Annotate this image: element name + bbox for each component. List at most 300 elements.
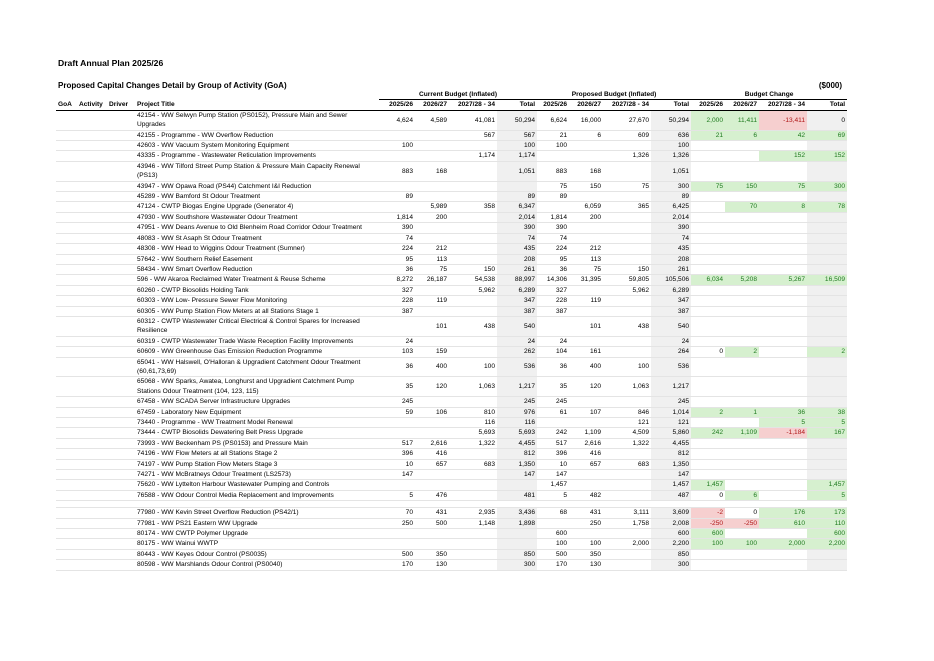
- proposed-total-cell: 540: [651, 316, 691, 336]
- current-y2-cell: 75: [415, 264, 449, 274]
- activity-cell: [77, 212, 107, 222]
- change-total-cell: [807, 141, 847, 151]
- proposed-y2-cell: 150: [569, 181, 603, 191]
- project-title-cell: 47930 - WW Southshore Wastewater Odour Treatment: [135, 212, 379, 222]
- proposed-y3-cell: [603, 560, 651, 570]
- current-y3-cell: 1,063: [449, 377, 497, 397]
- proposed-y3-cell: 27,670: [603, 110, 651, 130]
- change-total-cell: [807, 438, 847, 448]
- current-y1-cell: 24: [379, 336, 415, 346]
- current-total-cell: 261: [497, 264, 537, 274]
- proposed-y1-cell: 14,306: [537, 275, 569, 285]
- current-y3-cell: 150: [449, 264, 497, 274]
- current-y1-cell: 500: [379, 549, 415, 559]
- document-title: Draft Annual Plan 2025/26: [58, 58, 164, 68]
- project-title-cell: 80175 - WW Wainui WWTP: [135, 539, 379, 549]
- current-y2-cell: [415, 428, 449, 438]
- current-y3-cell: [449, 449, 497, 459]
- proposed-y2-cell: [569, 418, 603, 428]
- proposed-y2-cell: 107: [569, 407, 603, 417]
- change-y1-cell: [691, 254, 725, 264]
- proposed-total-cell: 636: [651, 130, 691, 140]
- proposed-y1-cell: 600: [537, 529, 569, 539]
- proposed-y2-cell: 161: [569, 347, 603, 357]
- proposed-budget-header: Proposed Budget (Inflated): [537, 90, 691, 100]
- current-y3-cell: [449, 161, 497, 181]
- proposed-y1-cell: 24: [537, 336, 569, 346]
- proposed-y3-cell: 2,000: [603, 539, 651, 549]
- proposed-total-cell: 1,326: [651, 151, 691, 161]
- proposed-total-cell: 1,051: [651, 161, 691, 181]
- change-y3-cell: 8: [759, 202, 807, 212]
- change-total-cell: [807, 233, 847, 243]
- change-y2-cell: [725, 141, 759, 151]
- driver-cell: [107, 316, 135, 336]
- current-y1-cell: 883: [379, 161, 415, 181]
- current-y2-cell: [415, 501, 449, 508]
- proposed-y1-cell: [537, 316, 569, 336]
- current-y3-cell: [449, 212, 497, 222]
- current-y3-cell: 1,174: [449, 151, 497, 161]
- current-y3-cell: 683: [449, 459, 497, 469]
- change-y2-cell: [725, 336, 759, 346]
- current-y3-cell: 5,962: [449, 285, 497, 295]
- goa-cell: [56, 130, 77, 140]
- change-y2-cell: 0: [725, 508, 759, 518]
- proposed-total-cell: 74: [651, 233, 691, 243]
- current-y1-cell: [379, 539, 415, 549]
- current-y3-cell: [449, 529, 497, 539]
- goa-cell: [56, 233, 77, 243]
- proposed-y2-cell: 250: [569, 518, 603, 528]
- table-body: [56, 110, 847, 570]
- current-total-cell: 387: [497, 306, 537, 316]
- change-y2-cell: 100: [725, 539, 759, 549]
- proposed-y3-cell: 150: [603, 264, 651, 274]
- goa-cell: [56, 202, 77, 212]
- proposed-y2-cell: 416: [569, 449, 603, 459]
- proposed-total-cell: 1,014: [651, 407, 691, 417]
- goa-cell: [56, 357, 77, 377]
- current-y3-cell: 1,148: [449, 518, 497, 528]
- current-y2-cell: [415, 529, 449, 539]
- proposed-y3-cell: 683: [603, 459, 651, 469]
- driver-cell: [107, 275, 135, 285]
- proposed-y3-cell: 5,962: [603, 285, 651, 295]
- current-total-cell: [497, 480, 537, 490]
- driver-cell: [107, 397, 135, 407]
- current-y3-cell: [449, 254, 497, 264]
- proposed-y1-cell: 387: [537, 306, 569, 316]
- table-row: [56, 192, 847, 202]
- change-total-cell: [807, 306, 847, 316]
- current-y1-cell: 70: [379, 508, 415, 518]
- activity-cell: [77, 130, 107, 140]
- project-title-cell: 74271 - WW McBratneys Odour Treatment (LS2573): [135, 470, 379, 480]
- activity-cell: [77, 336, 107, 346]
- group-header-row: [56, 90, 847, 100]
- current-y1-cell: [379, 316, 415, 336]
- change-total-cell: [807, 470, 847, 480]
- project-title-cell: 80598 - WW Marshlands Odour Control (PS0040): [135, 560, 379, 570]
- driver-cell: [107, 518, 135, 528]
- change-y3-cell: [759, 336, 807, 346]
- driver-cell: [107, 501, 135, 508]
- goa-cell: [56, 459, 77, 469]
- change-total-cell: [807, 192, 847, 202]
- goa-cell: [56, 161, 77, 181]
- activity-cell: [77, 470, 107, 480]
- project-title-cell: 77980 - WW Kevin Street Overflow Reduction (PS42/1): [135, 508, 379, 518]
- project-title-cell: 48308 - WW Head to Wiggins Odour Treatment (Sumner): [135, 244, 379, 254]
- current-y2-cell: 101: [415, 316, 449, 336]
- change-y3-cell: [759, 490, 807, 500]
- proposed-y3-cell: [603, 223, 651, 233]
- goa-cell: [56, 470, 77, 480]
- driver-cell: [107, 470, 135, 480]
- proposed-y1-cell: 1,457: [537, 480, 569, 490]
- change-y3-cell: [759, 397, 807, 407]
- current-y1-cell: 5: [379, 490, 415, 500]
- current-y3-cell: 100: [449, 357, 497, 377]
- activity-cell: [77, 244, 107, 254]
- change-y1-cell: [691, 470, 725, 480]
- proposed-y3-cell: [603, 397, 651, 407]
- activity-cell: [77, 459, 107, 469]
- col-driver: Driver: [107, 100, 135, 110]
- goa-cell: [56, 296, 77, 306]
- activity-cell: [77, 490, 107, 500]
- activity-cell: [77, 518, 107, 528]
- current-y3-cell: [449, 192, 497, 202]
- current-y3-cell: 54,538: [449, 275, 497, 285]
- goa-cell: [56, 549, 77, 559]
- change-y3-cell: [759, 244, 807, 254]
- current-y2-cell: [415, 397, 449, 407]
- current-y3-cell: 116: [449, 418, 497, 428]
- current-total-cell: 1,217: [497, 377, 537, 397]
- proposed-y3-cell: [603, 161, 651, 181]
- current-y1-cell: 250: [379, 518, 415, 528]
- driver-cell: [107, 233, 135, 243]
- change-y1-cell: 75: [691, 181, 725, 191]
- change-total-cell: 2: [807, 347, 847, 357]
- change-total-cell: [807, 285, 847, 295]
- change-y1-cell: [691, 223, 725, 233]
- change-y3-cell: [759, 549, 807, 559]
- change-y3-cell: [759, 449, 807, 459]
- current-y1-cell: 95: [379, 254, 415, 264]
- current-total-cell: 88,997: [497, 275, 537, 285]
- current-y2-cell: 200: [415, 212, 449, 222]
- proposed-total-cell: 24: [651, 336, 691, 346]
- project-title-cell: 43947 - WW Opawa Road (PS44) Catchment I&I Reduction: [135, 181, 379, 191]
- goa-cell: [56, 110, 77, 130]
- driver-cell: [107, 490, 135, 500]
- current-y1-cell: 390: [379, 223, 415, 233]
- current-y1-cell: 170: [379, 560, 415, 570]
- change-total-cell: 167: [807, 428, 847, 438]
- change-total-cell: [807, 244, 847, 254]
- current-y3-cell: [449, 181, 497, 191]
- table-row: [56, 428, 847, 438]
- proposed-y1-cell: 5: [537, 490, 569, 500]
- current-y2-cell: 5,989: [415, 202, 449, 212]
- project-title-cell: 60305 - WW Pump Station Flow Meters at all Stations Stage 1: [135, 306, 379, 316]
- proposed-y2-cell: 2,616: [569, 438, 603, 448]
- change-y3-cell: [759, 316, 807, 336]
- change-total-cell: 110: [807, 518, 847, 528]
- activity-cell: [77, 407, 107, 417]
- change-y3-cell: [759, 347, 807, 357]
- change-y2-cell: 150: [725, 181, 759, 191]
- project-title-cell: 596 - WW Akaroa Reclaimed Water Treatment & Reuse Scheme: [135, 275, 379, 285]
- current-y2-cell: 350: [415, 549, 449, 559]
- project-title-cell: 43335 - Programme - Wastewater Reticulation Improvements: [135, 151, 379, 161]
- current-total-cell: 2,014: [497, 212, 537, 222]
- table-row: [56, 501, 847, 508]
- proposed-y2-cell: 120: [569, 377, 603, 397]
- proposed-y3-cell: 438: [603, 316, 651, 336]
- proposed-y2-cell: [569, 141, 603, 151]
- current-y3-cell: [449, 480, 497, 490]
- change-y2-cell: [725, 254, 759, 264]
- driver-cell: [107, 560, 135, 570]
- driver-cell: [107, 192, 135, 202]
- change-y3-cell: [759, 560, 807, 570]
- proposed-y1-cell: 6,624: [537, 110, 569, 130]
- current-y1-cell: 36: [379, 357, 415, 377]
- change-total-cell: [807, 377, 847, 397]
- activity-cell: [77, 480, 107, 490]
- current-y2-cell: [415, 192, 449, 202]
- change-y3-cell: [759, 141, 807, 151]
- current-y1-cell: [379, 501, 415, 508]
- proposed-y2-cell: [569, 306, 603, 316]
- change-y2-cell: -250: [725, 518, 759, 528]
- proposed-y2-cell: 168: [569, 161, 603, 181]
- proposed-y3-cell: [603, 336, 651, 346]
- activity-cell: [77, 508, 107, 518]
- proposed-y2-cell: [569, 470, 603, 480]
- change-total-cell: 69: [807, 130, 847, 140]
- project-title-cell: 42155 - Programme - WW Overflow Reduction: [135, 130, 379, 140]
- current-total-cell: 536: [497, 357, 537, 377]
- driver-cell: [107, 428, 135, 438]
- change-total-cell: 300: [807, 181, 847, 191]
- change-total-cell: 1,457: [807, 480, 847, 490]
- proposed-total-cell: 6,425: [651, 202, 691, 212]
- current-y3-cell: [449, 501, 497, 508]
- proposed-total-cell: 100: [651, 141, 691, 151]
- table-row: [56, 285, 847, 295]
- current-y1-cell: 35: [379, 377, 415, 397]
- activity-cell: [77, 539, 107, 549]
- driver-cell: [107, 181, 135, 191]
- driver-cell: [107, 161, 135, 181]
- proposed-y2-cell: [569, 336, 603, 346]
- change-y1-cell: 2,000: [691, 110, 725, 130]
- current-y1-cell: 10: [379, 459, 415, 469]
- project-title-cell: 60260 - CWTP Biosolids Holding Tank: [135, 285, 379, 295]
- proposed-y3-cell: 121: [603, 418, 651, 428]
- current-y2-cell: [415, 480, 449, 490]
- goa-cell: [56, 141, 77, 151]
- change-y2-cell: [725, 296, 759, 306]
- goa-cell: [56, 223, 77, 233]
- proposed-y1-cell: 21: [537, 130, 569, 140]
- proposed-y1-cell: 500: [537, 549, 569, 559]
- change-y1-cell: [691, 285, 725, 295]
- change-y2-cell: [725, 306, 759, 316]
- change-y2-cell: [725, 529, 759, 539]
- current-total-cell: 1,174: [497, 151, 537, 161]
- table-row: [56, 407, 847, 417]
- activity-cell: [77, 438, 107, 448]
- proposed-y1-cell: 100: [537, 141, 569, 151]
- current-y1-cell: 224: [379, 244, 415, 254]
- proposed-y2-cell: 482: [569, 490, 603, 500]
- proposed-y3-cell: 1,326: [603, 151, 651, 161]
- table-row: [56, 110, 847, 130]
- driver-cell: [107, 285, 135, 295]
- proposed-y2-cell: 100: [569, 539, 603, 549]
- project-title-cell: 60303 - WW Low- Pressure Sewer Flow Monitoring: [135, 296, 379, 306]
- change-y1-cell: [691, 377, 725, 397]
- project-title-cell: 75620 - WW Lyttelton Harbour Wastewater Pumping and Controls: [135, 480, 379, 490]
- project-title-cell: 45289 - WW Bamford St Odour Treatment: [135, 192, 379, 202]
- project-title-cell: 65068 - WW Sparks, Awatea, Longhurst and Upgradient Catchment Pump Stations Odour Treatment (104, 123, 115): [135, 377, 379, 397]
- current-total-cell: 50,294: [497, 110, 537, 130]
- current-y2-cell: [415, 181, 449, 191]
- current-total-cell: 347: [497, 296, 537, 306]
- change-total-cell: [807, 264, 847, 274]
- col-proposed-y1: 2025/26: [537, 100, 569, 110]
- proposed-y2-cell: 16,000: [569, 110, 603, 130]
- project-title-cell: 74197 - WW Pump Station Flow Meters Stage 3: [135, 459, 379, 469]
- change-y3-cell: [759, 480, 807, 490]
- change-y3-cell: 5,267: [759, 275, 807, 285]
- change-y1-cell: [691, 438, 725, 448]
- col-goa: GoA: [56, 100, 77, 110]
- change-y2-cell: 2: [725, 347, 759, 357]
- capital-changes-table: [56, 90, 847, 571]
- change-y1-cell: 600: [691, 529, 725, 539]
- change-y1-cell: [691, 192, 725, 202]
- current-total-cell: 567: [497, 130, 537, 140]
- proposed-y2-cell: 101: [569, 316, 603, 336]
- col-proposed-y3: 2027/28 - 34: [603, 100, 651, 110]
- proposed-y3-cell: [603, 480, 651, 490]
- current-y2-cell: [415, 418, 449, 428]
- current-total-cell: 6,347: [497, 202, 537, 212]
- table-row: [56, 560, 847, 570]
- change-y3-cell: -1,184: [759, 428, 807, 438]
- driver-cell: [107, 508, 135, 518]
- table-row: [56, 459, 847, 469]
- change-y2-cell: [725, 192, 759, 202]
- change-y1-cell: 0: [691, 490, 725, 500]
- proposed-y3-cell: 100: [603, 357, 651, 377]
- proposed-y1-cell: 170: [537, 560, 569, 570]
- current-total-cell: 89: [497, 192, 537, 202]
- current-y2-cell: [415, 285, 449, 295]
- proposed-y1-cell: 74: [537, 233, 569, 243]
- project-title-cell: 67458 - WW SCADA Server Infrastructure Upgrades: [135, 397, 379, 407]
- change-y2-cell: [725, 233, 759, 243]
- change-y3-cell: [759, 501, 807, 508]
- goa-cell: [56, 501, 77, 508]
- goa-cell: [56, 254, 77, 264]
- change-y3-cell: [759, 254, 807, 264]
- current-y3-cell: [449, 336, 497, 346]
- change-total-cell: [807, 560, 847, 570]
- change-y1-cell: 21: [691, 130, 725, 140]
- current-y2-cell: [415, 151, 449, 161]
- proposed-y3-cell: [603, 549, 651, 559]
- change-y3-cell: [759, 296, 807, 306]
- current-y2-cell: 130: [415, 560, 449, 570]
- change-y2-cell: [725, 264, 759, 274]
- proposed-y1-cell: 390: [537, 223, 569, 233]
- col-current-y3: 2027/28 - 34: [449, 100, 497, 110]
- current-y1-cell: 228: [379, 296, 415, 306]
- current-y3-cell: [449, 470, 497, 480]
- proposed-y2-cell: 113: [569, 254, 603, 264]
- project-title-cell: 57642 - WW Southern Relief Easement: [135, 254, 379, 264]
- driver-cell: [107, 223, 135, 233]
- proposed-total-cell: 147: [651, 470, 691, 480]
- proposed-y3-cell: [603, 501, 651, 508]
- goa-cell: [56, 151, 77, 161]
- current-total-cell: 24: [497, 336, 537, 346]
- proposed-y1-cell: 36: [537, 357, 569, 377]
- proposed-y1-cell: 61: [537, 407, 569, 417]
- proposed-y1-cell: 68: [537, 508, 569, 518]
- proposed-total-cell: 850: [651, 549, 691, 559]
- current-total-cell: 74: [497, 233, 537, 243]
- current-y3-cell: [449, 549, 497, 559]
- project-title-cell: 65041 - WW Halswell, O'Halloran & Upgradient Catchment Odour Treatment (60,61,73,69): [135, 357, 379, 377]
- project-title-cell: 74196 - WW Flow Meters at all Stations Stage 2: [135, 449, 379, 459]
- proposed-y2-cell: [569, 501, 603, 508]
- table-row: [56, 233, 847, 243]
- current-y1-cell: 74: [379, 233, 415, 243]
- proposed-y1-cell: 147: [537, 470, 569, 480]
- change-total-cell: 16,509: [807, 275, 847, 285]
- driver-cell: [107, 254, 135, 264]
- table-row: [56, 212, 847, 222]
- change-y2-cell: [725, 397, 759, 407]
- change-y2-cell: [725, 161, 759, 181]
- table-row: [56, 449, 847, 459]
- driver-cell: [107, 407, 135, 417]
- table-row: [56, 254, 847, 264]
- goa-cell: [56, 560, 77, 570]
- change-y3-cell: 75: [759, 181, 807, 191]
- change-total-cell: 38: [807, 407, 847, 417]
- proposed-y2-cell: [569, 223, 603, 233]
- proposed-y3-cell: [603, 254, 651, 264]
- current-y3-cell: 438: [449, 316, 497, 336]
- table-row: [56, 130, 847, 140]
- goa-cell: [56, 192, 77, 202]
- current-y2-cell: [415, 130, 449, 140]
- current-total-cell: 1,051: [497, 161, 537, 181]
- project-title-cell: 73444 - CWTP Biosolids Dewatering Belt Press Upgrade: [135, 428, 379, 438]
- current-y2-cell: 120: [415, 377, 449, 397]
- activity-cell: [77, 192, 107, 202]
